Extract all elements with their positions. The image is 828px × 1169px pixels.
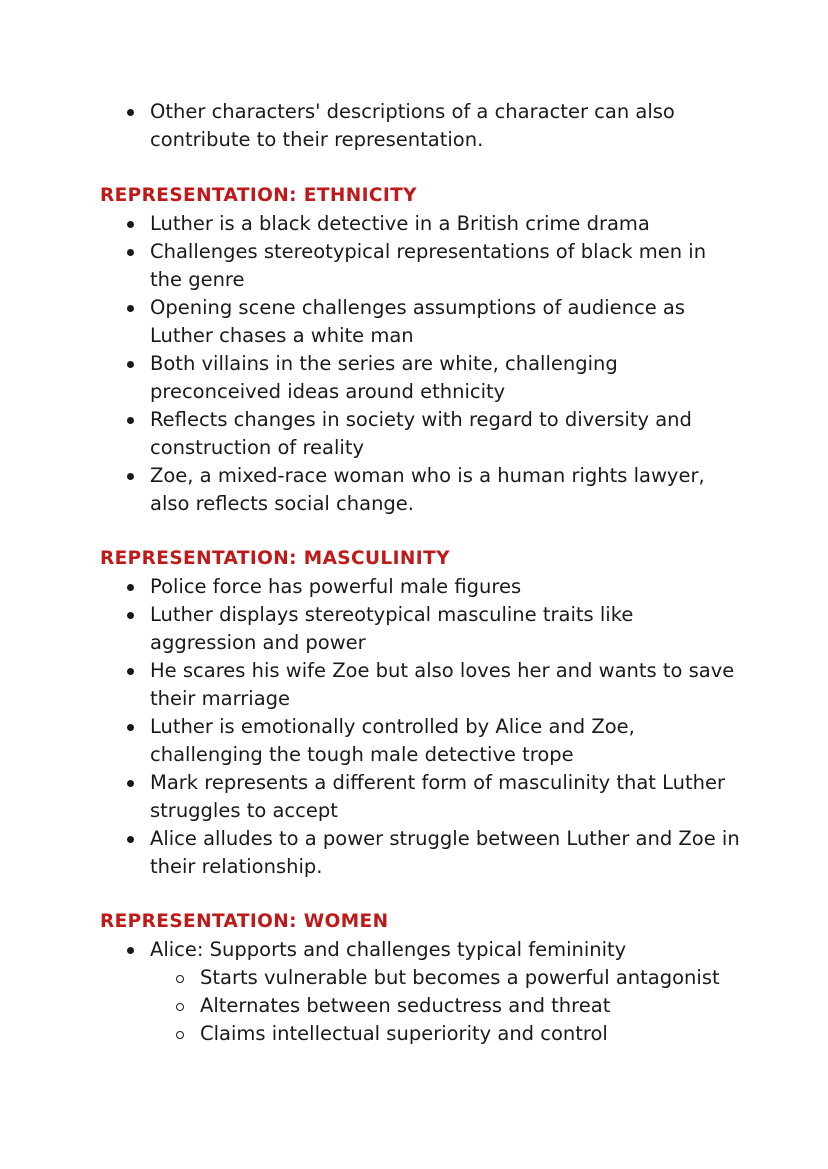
section-heading-ethnicity: REPRESENTATION: ETHNICITY — [100, 185, 417, 206]
list-item: Luther displays stereotypical masculine traits like aggression and power — [100, 601, 740, 657]
list-item: Luther is a black detective in a British crime drama — [100, 210, 740, 238]
sub-list-item: Starts vulnerable but becomes a powerful antagonist — [100, 964, 740, 992]
list-item: Reflects changes in society with regard to diversity and construction of reality — [100, 406, 740, 462]
list-item: Alice: Supports and challenges typical femininity — [100, 936, 740, 964]
list-item: Challenges stereotypical representations of black men in the genre — [100, 238, 740, 294]
ethnicity-bullet-list — [100, 210, 740, 518]
sub-list-item: Claims intellectual superiority and control — [100, 1020, 740, 1048]
sub-list-item: Alternates between seductress and threat — [100, 992, 740, 1020]
list-item: Police force has powerful male figures — [100, 573, 740, 601]
list-item: He scares his wife Zoe but also loves her and wants to save their marriage — [100, 657, 740, 713]
list-item: Mark represents a different form of masculinity that Luther struggles to accept — [100, 769, 740, 825]
intro-section — [100, 98, 740, 154]
list-item: Other characters' descriptions of a character can also contribute to their representation. — [100, 98, 740, 154]
intro-bullet-list — [100, 98, 740, 154]
list-item: Alice alludes to a power struggle between Luther and Zoe in their relationship. — [100, 825, 740, 881]
list-item: Luther is emotionally controlled by Alice and Zoe, challenging the tough male detective trope — [100, 713, 740, 769]
list-item: Zoe, a mixed-race woman who is a human rights lawyer, also reflects social change. — [100, 462, 740, 518]
women-bullet-list — [100, 936, 740, 1048]
masculinity-bullet-list — [100, 573, 740, 881]
list-item: Opening scene challenges assumptions of audience as Luther chases a white man — [100, 294, 740, 350]
masculinity-section — [100, 545, 740, 881]
section-heading-masculinity: REPRESENTATION: MASCULINITY — [100, 548, 450, 569]
list-item: Both villains in the series are white, challenging preconceived ideas around ethnicity — [100, 350, 740, 406]
women-section — [100, 908, 740, 1048]
ethnicity-section — [100, 182, 740, 518]
section-heading-women: REPRESENTATION: WOMEN — [100, 911, 389, 932]
